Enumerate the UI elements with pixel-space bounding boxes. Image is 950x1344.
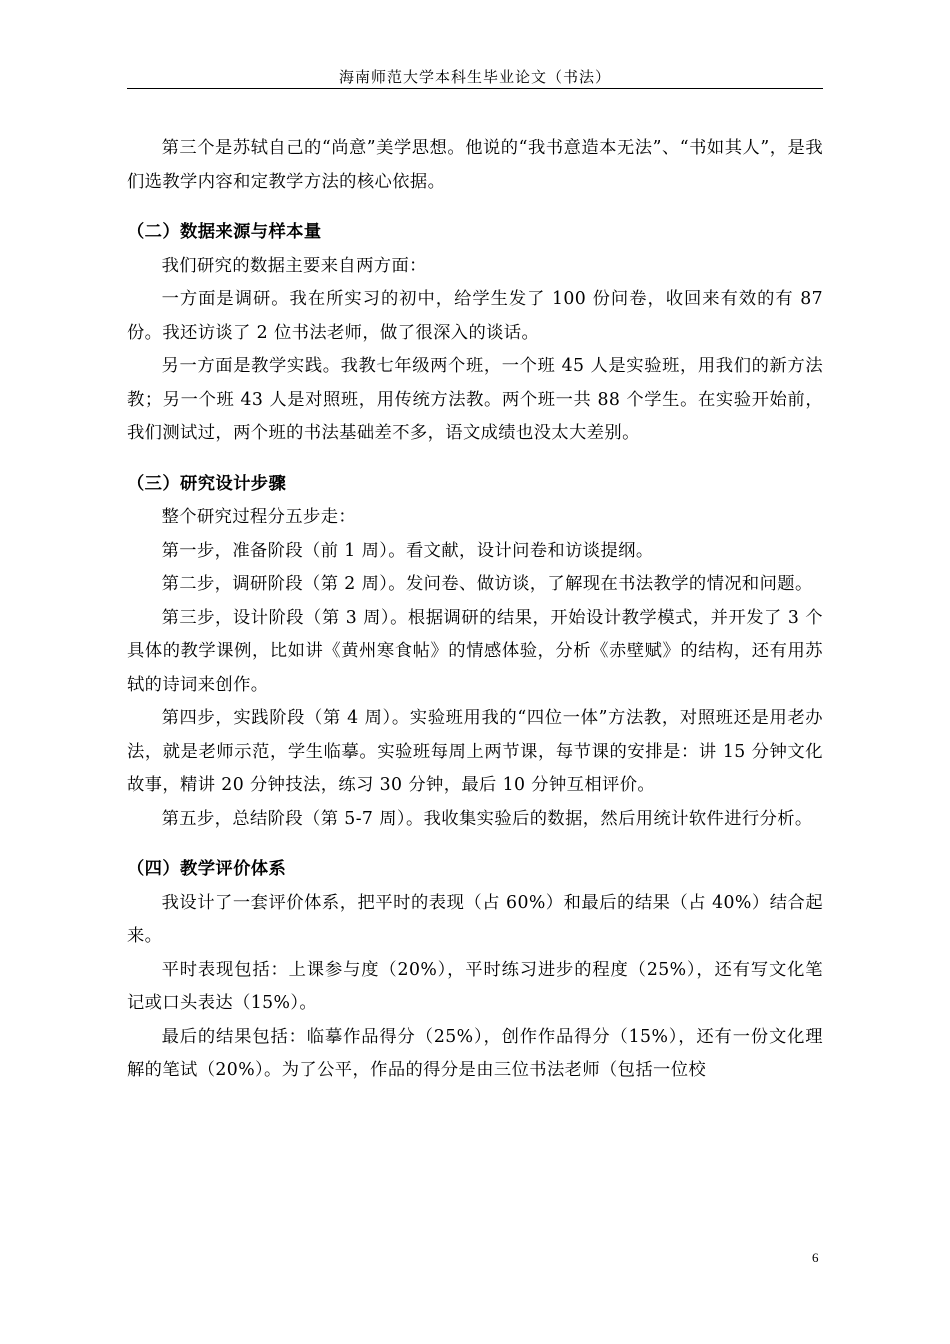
paragraph: 最后的结果包括：临摹作品得分（25%），创作作品得分（15%），还有一份文化理解的笔试（20%）。为了公平，作品的得分是由三位书法老师（包括一位校 (127, 1026, 823, 1080)
paragraph: 一方面是调研。我在所实习的初中，给学生发了 100 份问卷，收回来有效的有 87 份。我还访谈了 2 位书法老师，做了很深入的谈话。 (127, 289, 823, 343)
paragraph: 平时表现包括：上课参与度（20%），平时练习进步的程度（25%），还有写文化笔记或口头表达（15%）。 (127, 959, 823, 1013)
paragraph: 我们研究的数据主要来自两方面： (161, 255, 427, 276)
paragraph: 我设计了一套评价体系，把平时的表现（占 60%）和最后的结果（占 40%）结合起来。 (127, 892, 823, 946)
paragraph: 第一步，准备阶段（前 1 周）。看文献，设计问卷和访谈提纲。 (161, 540, 654, 561)
running-header: 海南师范大学本科生毕业论文（书法） (338, 68, 611, 86)
document-body (127, 132, 823, 1088)
header-rule (127, 88, 823, 89)
intro-paragraph: 第三个是苏轼自己的“尚意”美学思想。他说的“我书意造本无法”、“书如其人”，是我们选教学内容和定教学方法的核心依据。 (127, 138, 823, 192)
section-heading-data-source: （二）数据来源与样本量 (127, 222, 322, 242)
paragraph: 第五步，总结阶段（第 5-7 周）。我收集实验后的数据，然后用统计软件进行分析。 (161, 808, 813, 829)
paragraph: 第二步，调研阶段（第 2 周）。发问卷、做访谈，了解现在书法教学的情况和问题。 (161, 574, 813, 594)
paragraph: 另一方面是教学实践。我教七年级两个班，一个班 45 人是实验班，用我们的新方法教；另一个班 43 人是对照班，用传统方法教。两个班一共 88 个学生。在实验开始前，我们测试过，两个班的书法基础差不多，语文成绩也没太大差别。 (127, 356, 823, 443)
paragraph: 第四步，实践阶段（第 4 周）。实验班用我的“四位一体”方法教，对照班还是用老办法，就是老师示范，学生临摹。实验班每周上两节课，每节课的安排是：讲 15 分钟文化故事，精讲 20 分钟技法，练习 30 分钟，最后 10 分钟互相评价。 (127, 708, 823, 795)
paragraph: 第三步，设计阶段（第 3 周）。根据调研的结果，开始设计教学模式，并开发了 3 个具体的教学课例，比如讲《黄州寒食帖》的情感体验，分析《赤壁赋》的结构，还有用苏轼的诗词来创作。 (127, 607, 823, 695)
page-number: 6 (812, 1250, 819, 1265)
section-heading-research-design: （三）研究设计步骤 (127, 473, 287, 494)
paragraph: 整个研究过程分五步走： (161, 507, 357, 527)
section-heading-evaluation: （四）教学评价体系 (127, 859, 287, 879)
